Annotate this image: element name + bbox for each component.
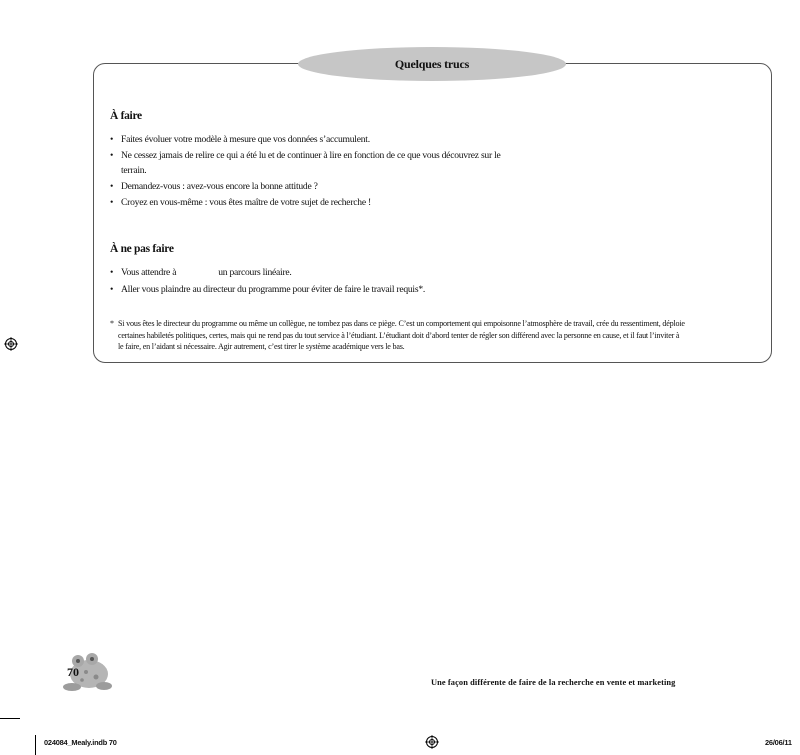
bullet: •	[110, 134, 114, 145]
list-item-continuation: terrain.	[121, 165, 147, 176]
bullet: •	[110, 150, 114, 161]
page-number: 70	[67, 665, 79, 679]
list-item: • Croyez en vous-même : vous êtes maître de votre sujet de recherche !	[110, 197, 371, 208]
box-title: Quelques trucs	[298, 47, 566, 81]
crop-mark	[35, 735, 36, 755]
list-item: • Demandez-vous : avez-vous encore la bonne attitude ?	[110, 181, 318, 192]
bullet: •	[110, 197, 114, 208]
list-item: • Faites évoluer votre modèle à mesure que vos données s’accumulent.	[110, 134, 370, 145]
registration-mark-icon	[425, 735, 439, 749]
running-footer-title: Une façon différente de faire de la recherche en vente et marketing	[431, 678, 676, 687]
crop-mark	[0, 718, 20, 719]
bullet: •	[110, 267, 114, 278]
a-ne-pas-faire-heading: À ne pas faire	[110, 243, 174, 255]
list-item: • Ne cessez jamais de relire ce qui a été lu et de continuer à lire en fonction de ce que vous découvrez sur le	[110, 150, 501, 161]
slug-file-info: 024084_Mealy.indb 70	[44, 738, 117, 747]
slug-date: 26/06/11	[765, 738, 792, 747]
registration-mark-icon	[4, 337, 18, 351]
footnote	[110, 318, 685, 353]
footnote-marker: *	[110, 319, 114, 328]
list-item: • Vous attendre à un parcours linéaire.	[110, 267, 292, 278]
bullet: •	[110, 181, 114, 192]
bullet: •	[110, 284, 114, 295]
footnote-text: Si vous êtes le directeur du programme ou même un collègue, ne tombez pas dans ce piège. C’est un comportement qui empoisonne l’atmosphère de travail, crée du ressentiment, déploie certaines habiletés politiques, certes, mais qui ne rend pas du tout service à l’étudiant. L’étudiant doit d’abord tenter de régler son différend avec la personne en cause, et il faut l’inviter à le faire, en l’aidant si nécessaire. Agir autrement, c’est tirer le système académique vers le bas.	[118, 319, 685, 351]
list-item: • Aller vous plaindre au directeur du programme pour éviter de faire le travail requis*.	[110, 284, 426, 295]
a-faire-heading: À faire	[110, 110, 142, 122]
